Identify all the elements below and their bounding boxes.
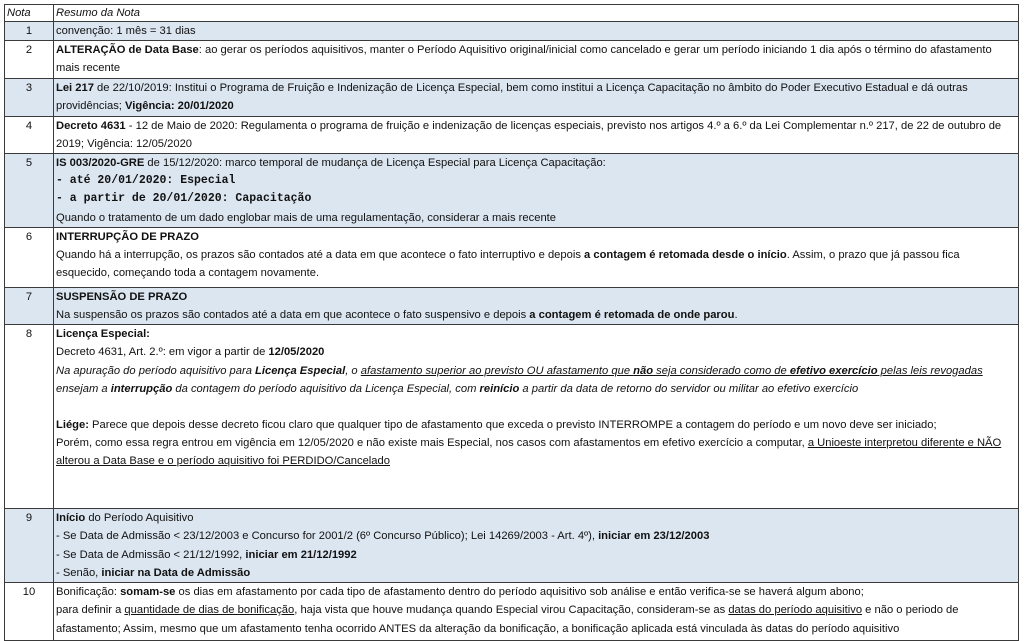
- note-text: SUSPENSÃO DE PRAZO Na suspensão os prazos são contados até a data em que acontece o fato suspensivo e depois a contagem é retomada de onde parou.: [54, 287, 1019, 324]
- notes-table: [4, 4, 1019, 641]
- note-number: 1: [5, 22, 54, 41]
- table-row: [5, 583, 1019, 641]
- note-number: 2: [5, 41, 54, 79]
- table-row: [5, 154, 1019, 228]
- table-row: [5, 509, 1019, 583]
- note-number: 4: [5, 116, 54, 153]
- table-row: [5, 287, 1019, 324]
- note-text: Decreto 4631 - 12 de Maio de 2020: Regulamenta o programa de fruição e indenização de licenças especiais, previsto nos artigos 4.º a 6.º da Lei Complementar n.º 217, de 22 de outubro de 2019; Vigência: 12/05/2020: [54, 116, 1019, 153]
- note-text: Início do Período Aquisitivo - Se Data de Admissão < 23/12/2003 e Concurso for 2001/2 (6º Concurso Público); Lei 14269/2003 - Art. 4º), iniciar em 23/12/2003 - Se Data de Admissão < 21/12/1992, iniciar em 21/12/1992 - Senão, iniciar na Data de Admissão: [54, 509, 1019, 583]
- note-text: IS 003/2020-GRE de 15/12/2020: marco temporal de mudança de Licença Especial para Licença Capacitação: - até 20/01/2020: Especial - a partir de 20/01/2020: Capacitação Quando o tratamento de um dado englobar mais de uma regulamentação, considerar a mais recente: [54, 154, 1019, 228]
- note-number: 8: [5, 325, 54, 509]
- header-nota: Nota: [5, 5, 54, 22]
- table-row: [5, 227, 1019, 287]
- table-row: [5, 116, 1019, 153]
- note-number: 6: [5, 227, 54, 287]
- note-text: ALTERAÇÃO de Data Base: ao gerar os períodos aquisitivos, manter o Período Aquisitivo original/inicial como cancelado e gerar um período iniciando 1 dia após o término do afastamento mais recente: [54, 41, 1019, 79]
- header-row: [5, 5, 1019, 22]
- table-row: [5, 22, 1019, 41]
- note-number: 5: [5, 154, 54, 228]
- note-text: Lei 217 de 22/10/2019: Institui o Programa de Fruição e Indenização de Licença Especial, bem como institui a Licença Capacitação no âmbito do Poder Executivo Estadual e dá outras providências; Vigência: 20/01/2020: [54, 79, 1019, 116]
- note-text: INTERRUPÇÃO DE PRAZO Quando há a interrupção, os prazos são contados até a data em que acontece o fato interruptivo e depois a contagem é retomada desde o início. Assim, o prazo que já passou fica esquecido, começando toda a contagem novamente.: [54, 227, 1019, 287]
- note-text: Licença Especial: Decreto 4631, Art. 2.º: em vigor a partir de 12/05/2020 Na apuração do período aquisitivo para Licença Especial, o afastamento superior ao previsto OU afastamento que não seja considerado como de efetivo exercício pelas leis revogadas ensejam a interrupção da contagem do período aquisitivo da Licença Especial, com reinício a partir da data de retorno do servidor ou militar ao efetivo exercício Liége: Parece que depois desse decreto ficou claro que qualquer tipo de afastamento que exceda o previsto INTERROMPE a contagem do período e um novo deve ser iniciado; Porém, como essa regra entrou em vigência em 12/05/2020 e não existe mais Especial, nos casos com afastamentos em efetivo exercício a computar, a Unioeste interpretou diferente e NÃO alterou a Data Base e o período aquisitivo foi PERDIDO/Cancelado: [54, 325, 1019, 509]
- note-number: 7: [5, 287, 54, 324]
- note-number: 9: [5, 509, 54, 583]
- header-resumo: Resumo da Nota: [54, 5, 1019, 22]
- note-text: convenção: 1 mês = 31 dias: [54, 22, 1019, 41]
- table-row: [5, 41, 1019, 79]
- table-row: [5, 325, 1019, 509]
- table-row: [5, 79, 1019, 116]
- note-text: Bonificação: somam-se os dias em afastamento por cada tipo de afastamento dentro do período aquisitivo sob análise e então verifica-se se haverá algum abono; para definir a quantidade de dias de bonificação, haja vista que houve mudança quando Especial virou Capacitação, consideram-se as datas do período aquisitivo e não o periodo de afastamento; Assim, mesmo que um afastamento tenha ocorrido ANTES da alteração da bonificação, a bonificação aplicada está vinculada às datas do período aquisitivo: [54, 583, 1019, 641]
- note-number: 10: [5, 583, 54, 641]
- note-number: 3: [5, 79, 54, 116]
